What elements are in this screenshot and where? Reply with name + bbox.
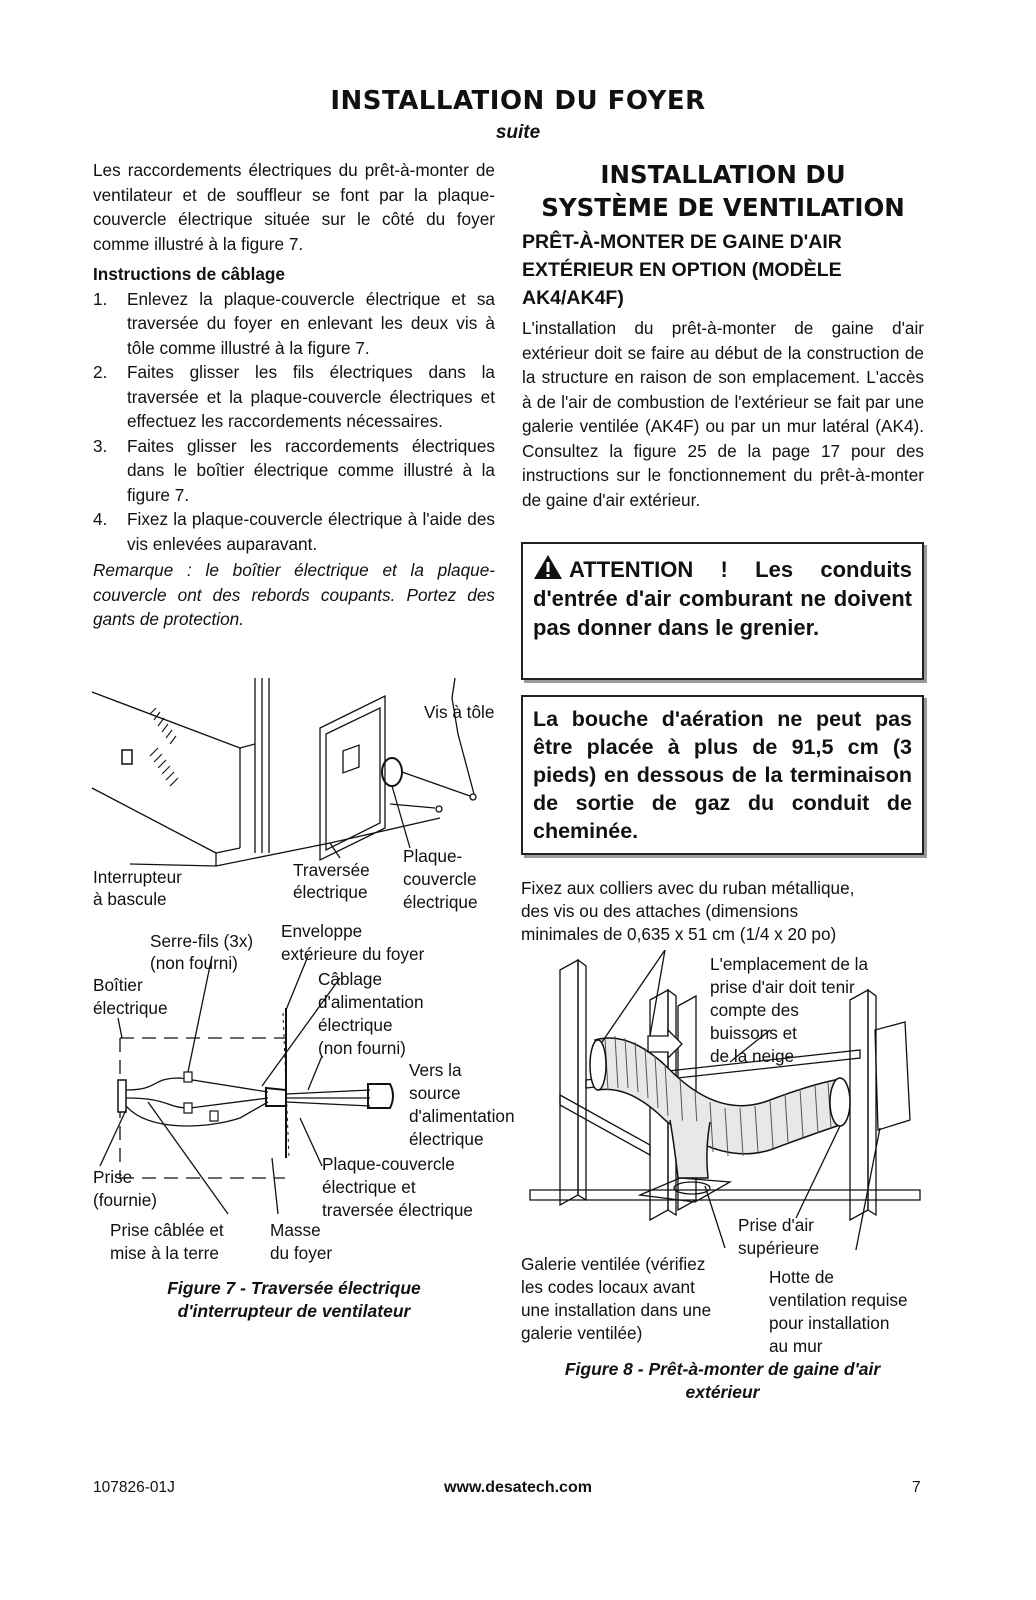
fireplace-cabinet [92, 678, 440, 866]
step-number: 4. [93, 509, 108, 529]
label-emplacement-1: L'emplacement de la [710, 954, 869, 974]
label-prise-air-1: Prise d'air [738, 1215, 814, 1235]
label-interrupteur-1: Interrupteur [93, 867, 182, 887]
label-vis-a-tole: Vis à tôle [424, 702, 495, 722]
step-text: Faites glisser les raccordements électriques dans le boîtier électrique comme illustré à la figure 7. [127, 435, 495, 505]
wiring-steps [93, 287, 495, 557]
remark-note: Remarque : le boîtier électrique et la plaque-couvercle ont des rebords coupants. Portez des gants de protection. [93, 560, 495, 629]
figure-8-caption-1: Figure 8 - Prêt-à-monter de gaine d'air [564, 1359, 881, 1379]
label-masse-2: du foyer [270, 1243, 333, 1263]
page-subtitle: suite [495, 122, 541, 143]
list-item [93, 507, 495, 556]
intro-paragraph: Les raccordements électriques du prêt-à-monter de ventilateur et de souffleur se font par la plaque-couvercle électrique située sur le côté du foyer comme illustré à la figure 7. [93, 160, 495, 254]
label-traversee-2: électrique [293, 882, 368, 902]
label-emplacement-2: prise d'air doit tenir [710, 977, 855, 997]
label-serre-fils-2: (non fourni) [150, 953, 238, 973]
label-emplacement-5: de la neige [710, 1046, 795, 1066]
label-boitier-1: Boîtier [93, 975, 143, 995]
label-vers-2: source [409, 1083, 461, 1103]
warning-box [521, 542, 924, 680]
label-emplacement-4: buissons et [710, 1023, 797, 1043]
label-cablage-2: d'alimentation [318, 992, 424, 1012]
label-prise-2: (fournie) [93, 1190, 157, 1210]
section-title-line-1: INSTALLATION DU [600, 160, 846, 189]
label-hotte-1: Hotte de [769, 1267, 834, 1287]
label-prise-1: Prise [93, 1167, 133, 1187]
label-vers-1: Vers la [409, 1060, 462, 1080]
label-fixez-2: des vis ou des attaches (dimensions [521, 901, 799, 921]
section-title-line-2: SYSTÈME DE VENTILATION [541, 193, 905, 222]
label-prise-cablee-2: mise à la terre [110, 1243, 219, 1263]
label-plaque-trav-2: électrique et [322, 1177, 416, 1197]
label-enveloppe-1: Enveloppe [281, 921, 363, 941]
label-hotte-3: pour installation [769, 1313, 890, 1333]
note-box [521, 695, 924, 855]
label-plaque-trav-1: Plaque-couvercle [322, 1154, 455, 1174]
label-hotte-4: au mur [769, 1336, 823, 1356]
left-column [93, 158, 495, 632]
list-item [93, 434, 495, 508]
label-serre-fils-1: Serre-fils (3x) [150, 931, 254, 951]
label-galerie-4: galerie ventilée) [521, 1323, 643, 1343]
label-prise-air-2: supérieure [738, 1238, 820, 1258]
label-emplacement-3: compte des [710, 1000, 799, 1020]
note-text: La bouche d'aération ne peut pas être placée à plus de 91,5 cm (3 pieds) en dessous de la terminaison de sortie de gaz du conduit de cheminée. [533, 707, 912, 843]
figure-7-caption-2: d'interrupteur de ventilateur [177, 1301, 411, 1321]
label-boitier-2: électrique [93, 998, 168, 1018]
label-vers-4: électrique [409, 1129, 484, 1149]
step-text: Fixez la plaque-couvercle électrique à l'aide des vis enlevées auparavant. [127, 509, 495, 554]
label-cablage-4: (non fourni) [318, 1038, 406, 1058]
page-title: INSTALLATION DU FOYER [330, 86, 706, 116]
list-item [93, 287, 495, 361]
label-cablage-1: Câblage [318, 969, 383, 989]
label-enveloppe-2: extérieure du foyer [281, 944, 425, 964]
step-text: Enlevez la plaque-couvercle électrique et sa traversée du foyer en enlevant les deux vis à tôle comme illustré à la figure 7. [127, 288, 495, 358]
kit-subtitle: PRÊT-À-MONTER DE GAINE D'AIR EXTÉRIEUR EN OPTION (MODÈLE AK4/AK4F) [522, 231, 842, 309]
wiring-heading: Instructions de câblage [93, 264, 285, 284]
label-cablage-3: électrique [318, 1015, 393, 1035]
warning-triangle-icon [533, 554, 563, 580]
label-galerie-1: Galerie ventilée (vérifiez [521, 1254, 706, 1274]
list-item [93, 360, 495, 434]
kit-body: L'installation du prêt-à-monter de gaine d'air extérieur doit se faire au début de la construction de la structure en raison de son emplacement. L'accès à de l'air de combustion de l'extérieur se fait par une galerie ventilée (AK4F) ou par un mur latéral (AK4). Consultez la figure 25 de la page 17 pour des instructions sur le fonctionnement du prêt-à-monter de gaine d'air extérieur. [522, 318, 924, 510]
label-fixez-1: Fixez aux colliers avec du ruban métallique, [521, 878, 855, 898]
figure-8-caption-2: extérieur [685, 1382, 760, 1402]
label-plaque-2: couvercle [403, 869, 477, 889]
label-plaque-3: électrique [403, 892, 478, 912]
step-number: 3. [93, 435, 108, 456]
figure-7-caption-1: Figure 7 - Traversée électrique [167, 1278, 421, 1298]
label-galerie-2: les codes locaux avant [521, 1277, 695, 1297]
step-number: 2. [93, 362, 108, 382]
step-number: 1. [93, 288, 108, 309]
label-vers-3: d'alimentation [409, 1106, 515, 1126]
label-galerie-3: une installation dans une [521, 1300, 712, 1320]
footer-url[interactable]: www.desatech.com [444, 1479, 592, 1496]
label-hotte-2: ventilation requise [769, 1290, 908, 1310]
step-text: Faites glisser les fils électriques dans la traversée et la plaque-couvercle électriques et effectuez les raccordements nécessaires. [127, 362, 495, 431]
label-traversee-1: Traversée [293, 860, 370, 880]
label-prise-cablee-1: Prise câblée et [110, 1220, 224, 1240]
warning-text: ATTENTION ! Les conduits d'entrée d'air comburant ne doivent pas donner dans le grenier. [533, 557, 912, 640]
doc-number: 107826-01J [93, 1479, 175, 1496]
label-masse-1: Masse [270, 1220, 321, 1240]
right-column [522, 158, 924, 512]
page-number: 7 [912, 1479, 921, 1496]
figure-7-diagram [90, 678, 520, 1278]
label-interrupteur-2: à bascule [93, 889, 167, 909]
label-plaque-1: Plaque- [403, 846, 463, 866]
label-plaque-trav-3: traversée électrique [322, 1200, 473, 1220]
label-fixez-3: minimales de 0,635 x 51 cm (1/4 x 20 po) [521, 924, 837, 944]
